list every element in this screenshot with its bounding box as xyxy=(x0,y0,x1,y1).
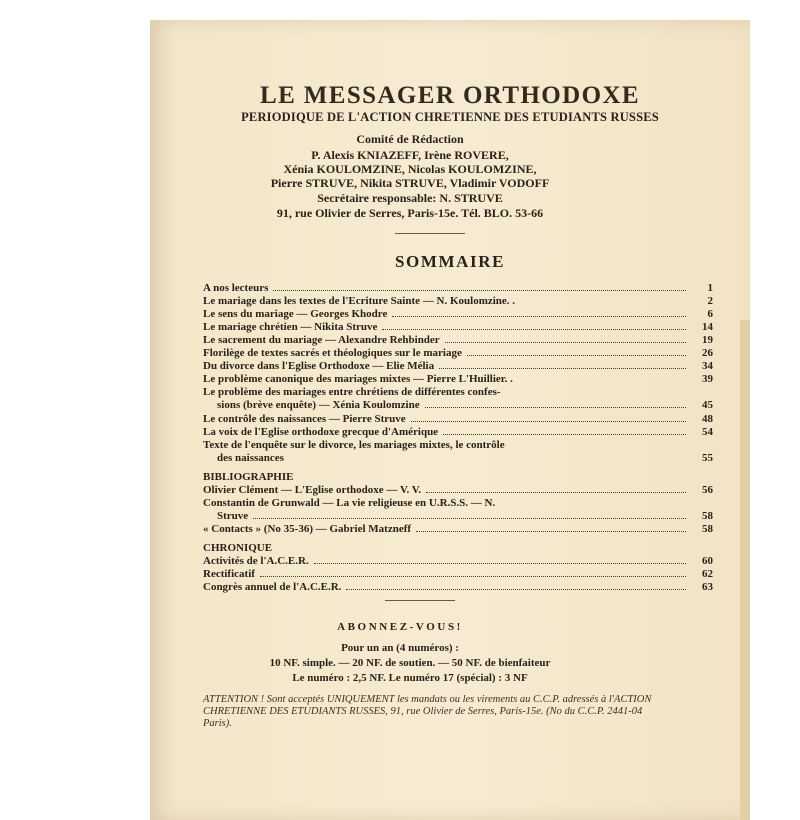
chronique-entry[interactable] xyxy=(203,555,713,567)
toc-page: 19 xyxy=(702,334,713,346)
toc-title[interactable]: Le problème des mariages entre chrétiens de différentes confes- xyxy=(203,386,501,398)
toc-entry[interactable] xyxy=(203,426,713,438)
toc-entry[interactable] xyxy=(203,321,713,333)
comite-label: Comité de Rédaction xyxy=(356,132,464,146)
toc-page: 39 xyxy=(702,373,713,385)
toc-title[interactable]: Texte de l'enquête sur le divorce, les mariages mixtes, le contrôle xyxy=(203,439,505,451)
toc-page: 60 xyxy=(702,555,713,567)
toc-page: 56 xyxy=(702,484,713,496)
abonnez-heading: ABONNEZ-VOUS! xyxy=(337,621,463,633)
address-line: 91, rue Olivier de Serres, Paris-15e. Tél. BLO. 53-66 xyxy=(276,206,544,220)
chronique-entry[interactable] xyxy=(203,568,713,580)
divider xyxy=(385,600,455,601)
toc-page: 45 xyxy=(702,399,713,411)
toc-page: 1 xyxy=(707,282,713,294)
page-fold-shadow xyxy=(740,320,750,820)
toc-title: Le sacrement du mariage — Alexandre Rehbinder xyxy=(203,334,440,346)
bibliographie-heading: BIBLIOGRAPHIE xyxy=(203,471,294,483)
toc-entry[interactable] xyxy=(203,347,713,359)
biblio-entry[interactable] xyxy=(203,510,713,522)
toc-title[interactable]: Constantin de Grunwald — La vie religieuse en U.R.S.S. — N. xyxy=(203,497,496,509)
toc-title-cont: Struve xyxy=(217,510,249,522)
toc-entry[interactable] xyxy=(203,452,713,464)
toc-title: Le sens du mariage — Georges Khodre xyxy=(203,308,388,320)
journal-subtitle: PERIODIQUE DE L'ACTION CHRETIENNE DES ETUDIANTS RUSSES xyxy=(241,110,659,124)
toc-page: 14 xyxy=(702,321,713,333)
attention-notice: ATTENTION ! Sont acceptés UNIQUEMENT les mandats ou les virements au C.C.P. adressés à l'ACTION CHRETIENNE DES ETUDIANTS RUSSES, 91, rue Olivier de Serres, Paris-15e. (No du C.C.P. 2441-04 Paris). xyxy=(203,694,652,729)
toc-title: Du divorce dans l'Eglise Orthodoxe — Elie Mélia xyxy=(203,360,435,372)
toc-title: Le problème canonique des mariages mixtes — Pierre L'Huillier. . xyxy=(203,373,513,385)
biblio-entry[interactable] xyxy=(203,484,713,496)
toc-title: « Contacts » (No 35-36) — Gabriel Matzneff xyxy=(203,523,412,535)
toc-page: 2 xyxy=(707,295,713,307)
toc-page: 48 xyxy=(702,413,713,425)
toc-title: Le mariage dans les textes de l'Ecriture Sainte — N. Koulomzine. . xyxy=(203,295,516,307)
toc-title-cont: des naissances xyxy=(217,452,284,464)
toc-entry[interactable] xyxy=(203,282,713,294)
toc-entry[interactable] xyxy=(203,373,713,385)
toc-page: 55 xyxy=(702,452,713,464)
toc-entry[interactable] xyxy=(203,399,713,411)
chronique-heading: CHRONIQUE xyxy=(203,542,273,554)
toc-entry[interactable] xyxy=(203,360,713,372)
toc-entry[interactable] xyxy=(203,334,713,346)
toc-title: A nos lecteurs xyxy=(203,282,269,294)
toc-page: 26 xyxy=(702,347,713,359)
journal-title: LE MESSAGER ORTHODOXE xyxy=(260,82,640,109)
divider xyxy=(395,233,465,234)
toc-title: Activités de l'A.C.E.R. xyxy=(203,555,309,567)
toc-title: La voix de l'Eglise orthodoxe grecque d'Amérique xyxy=(203,426,439,438)
toc-page: 62 xyxy=(702,568,713,580)
toc-entry[interactable] xyxy=(203,308,713,320)
toc-title: Olivier Clément — L'Eglise orthodoxe — V. V. xyxy=(203,484,422,496)
toc-page: 58 xyxy=(702,523,713,535)
abonnement-tarifs: 10 NF. simple. — 20 NF. de soutien. — 50 NF. de bienfaiteur xyxy=(269,657,551,669)
toc-title: Congrès annuel de l'A.C.E.R. xyxy=(203,581,342,593)
toc-page: 6 xyxy=(707,308,713,320)
toc-title: Florilège de textes sacrés et théologiques sur le mariage xyxy=(203,347,462,359)
toc-title-cont: sions (brève enquête) — Xénia Koulomzine xyxy=(217,399,420,411)
toc-title: Rectificatif xyxy=(203,568,255,580)
editorial-member-line: P. Alexis KNIAZEFF, Irène ROVERE, xyxy=(311,148,509,162)
toc-page: 58 xyxy=(702,510,713,522)
toc-entry[interactable] xyxy=(203,413,713,425)
abonnement-numero: Le numéro : 2,5 NF. Le numéro 17 (spécial) : 3 NF xyxy=(292,672,528,684)
editorial-member-line: Xénia KOULOMZINE, Nicolas KOULOMZINE, xyxy=(283,162,537,176)
secretaire-line: Secrétaire responsable: N. STRUVE xyxy=(317,191,503,205)
toc-page: 54 xyxy=(702,426,713,438)
biblio-entry[interactable] xyxy=(203,523,713,535)
toc-title: Le mariage chrétien — Nikita Struve xyxy=(203,321,378,333)
toc-title: Le contrôle des naissances — Pierre Struve xyxy=(203,413,406,425)
editorial-member-line: Pierre STRUVE, Nikita STRUVE, Vladimir VODOFF xyxy=(270,176,550,190)
sommaire-title: SOMMAIRE xyxy=(394,252,506,271)
toc-page: 63 xyxy=(702,581,713,593)
journal-page xyxy=(150,20,750,820)
toc-entry[interactable] xyxy=(203,295,713,307)
toc-page: 34 xyxy=(702,360,713,372)
abonnement-periode: Pour un an (4 numéros) : xyxy=(341,642,459,654)
chronique-entry[interactable] xyxy=(203,581,713,593)
